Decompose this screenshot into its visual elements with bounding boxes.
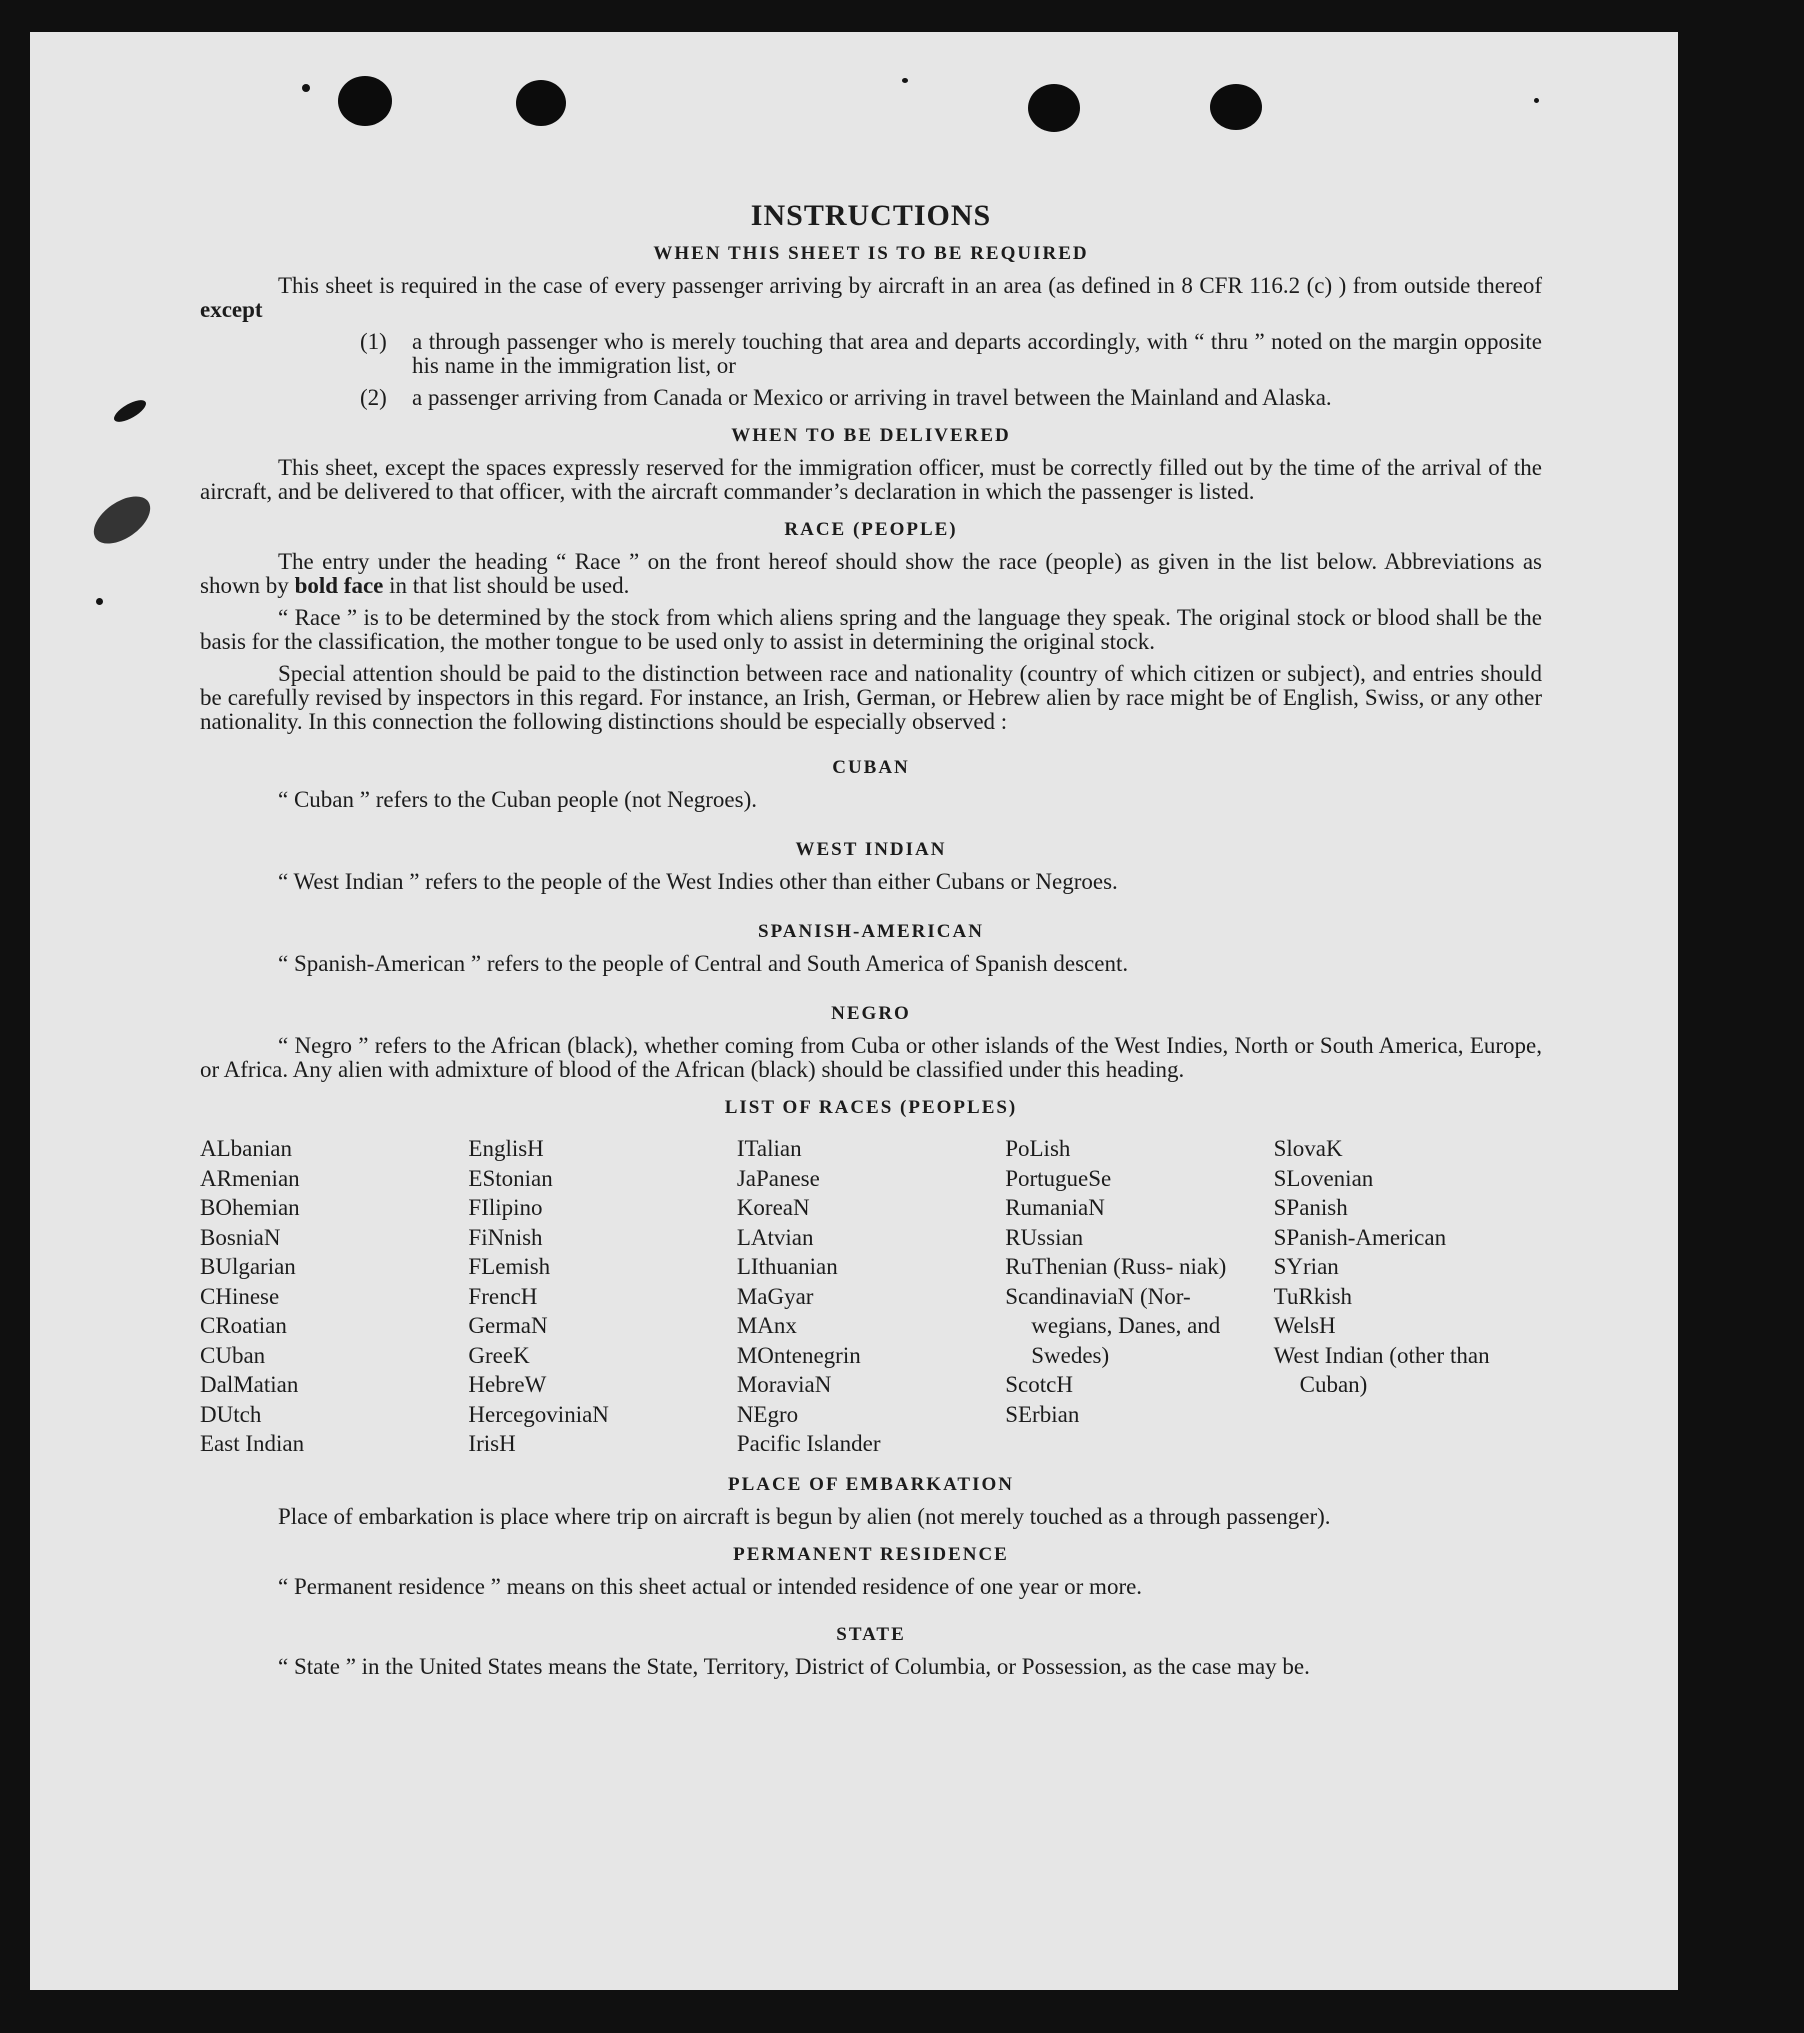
except-bold-text: except — [200, 297, 263, 322]
race-entry: SYrian — [1273, 1254, 1339, 1279]
race-entry: GreeK — [468, 1342, 530, 1368]
document-sheet — [30, 32, 1678, 1990]
race-entry: LIthuanian — [736, 1254, 838, 1279]
race-entry: JaPanese — [736, 1165, 820, 1191]
race-entry: CUban — [200, 1342, 266, 1368]
races-column-1 — [200, 1134, 468, 1459]
race-entry: CRoatian — [200, 1313, 287, 1338]
punch-hole — [1028, 84, 1080, 132]
exception-item-2 — [360, 386, 1542, 410]
race-entry: RUssian — [1005, 1224, 1084, 1250]
heading-negro: NEGRO — [831, 1003, 911, 1024]
races-column-3 — [737, 1134, 1005, 1459]
races-column-2 — [468, 1134, 736, 1459]
paragraph-cuban: “ Cuban ” refers to the Cuban people (not Negroes). — [278, 787, 758, 812]
race-entry: ScotcH — [1005, 1372, 1073, 1397]
item-number: (2) — [360, 385, 387, 410]
ink-speck — [302, 84, 310, 92]
heading-race: RACE (PEOPLE) — [784, 519, 958, 540]
race-entry: PortugueSe — [1005, 1165, 1112, 1191]
ink-speck — [96, 598, 103, 605]
heading-when-required: WHEN THIS SHEET IS TO BE REQUIRED — [653, 243, 1089, 264]
heading-state: STATE — [836, 1623, 906, 1645]
race-entry: East Indian — [200, 1431, 305, 1456]
race-entry: IrisH — [468, 1431, 516, 1456]
race-entry: ALbanian — [200, 1136, 292, 1161]
race-entry: SLovenian — [1273, 1165, 1374, 1191]
exception-item-1 — [360, 330, 1542, 378]
races-column-4 — [1005, 1134, 1273, 1459]
race-text-b: in that list should be used. — [389, 573, 630, 598]
race-entry: SlovaK — [1273, 1136, 1343, 1161]
heading-spanish-american: SPANISH-AMERICAN — [758, 921, 984, 942]
paragraph-embarkation: Place of embarkation is place where trip on aircraft is begun by alien (not merely touched as a through passenger). — [278, 1503, 1331, 1529]
heading-list-of-races: LIST OF RACES (PEOPLES) — [724, 1097, 1018, 1118]
race-entry: MoraviaN — [736, 1372, 832, 1397]
race-entry: SPanish-American — [1273, 1224, 1447, 1250]
race-entry: DalMatian — [200, 1372, 299, 1397]
instructions-content — [200, 172, 1542, 1679]
race-entry: FLemish — [468, 1254, 551, 1279]
race-text-a: The entry under the heading “ Race ” on the front hereof should show the race (people) as given in the list below. Abbreviations as shown by — [200, 549, 1542, 598]
race-entry: West Indian (other than Cuban) — [1273, 1342, 1490, 1397]
race-entry: ScandinaviaN (Nor- wegians, Danes, and Swedes) — [1005, 1283, 1221, 1368]
race-entry: MAnx — [736, 1313, 797, 1338]
race-entry: FrencH — [468, 1283, 538, 1309]
paragraph-when-delivered: This sheet, except the spaces expressly reserved for the immigration officer, must be correctly filled out by the time of the arrival of the aircraft, and be delivered to that officer, with the aircraft commander’s declaration in which the passenger is listed. — [200, 455, 1542, 504]
punch-hole — [338, 76, 392, 126]
item-number: (1) — [360, 329, 387, 354]
races-list — [200, 1134, 1542, 1459]
race-entry: Pacific Islander — [736, 1431, 881, 1456]
heading-west-indian: WEST INDIAN — [795, 839, 947, 860]
paragraph-race-1 — [200, 550, 1542, 598]
race-entry: FIlipino — [468, 1195, 543, 1220]
race-entry: MaGyar — [736, 1283, 814, 1309]
race-entry: MOntenegrin — [736, 1342, 861, 1368]
race-entry: HebreW — [468, 1372, 547, 1397]
punch-hole — [1210, 84, 1262, 130]
race-entry: SErbian — [1005, 1401, 1080, 1427]
paragraph-state: “ State ” in the United States means the State, Territory, District of Columbia, or Possession, as the case may be. — [278, 1653, 1310, 1679]
race-entry: EnglisH — [468, 1136, 544, 1161]
item-text: a through passenger who is merely touching that area and departs accordingly, with “ thru ” noted on the margin opposite his name in the immigration list, or — [412, 329, 1542, 378]
paragraph-race-3: Special attention should be paid to the distinction between race and nationality (country of which citizen or subject), and entries should be carefully revised by inspectors in this regard. For instance, an Irish, German, or Hebrew alien by race might be of English, Swiss, or any other nationality. In this connection the following distinctions should be especially observed : — [200, 661, 1542, 734]
page-title: INSTRUCTIONS — [750, 199, 992, 232]
heading-permanent-residence: PERMANENT RESIDENCE — [733, 1543, 1009, 1565]
paragraph-when-required — [200, 274, 1542, 322]
ink-speck — [902, 78, 908, 83]
race-entry: RumaniaN — [1005, 1195, 1105, 1220]
race-entry: GermaN — [468, 1313, 548, 1338]
race-entry: FiNnish — [468, 1224, 543, 1250]
ink-blot — [111, 396, 149, 426]
race-entry: BUlgarian — [200, 1254, 296, 1279]
heading-when-delivered: WHEN TO BE DELIVERED — [731, 425, 1011, 446]
race-entry: ARmenian — [200, 1165, 300, 1191]
race-entry: PoLish — [1005, 1136, 1071, 1161]
paragraph-negro: “ Negro ” refers to the African (black), whether coming from Cuba or other islands of the West Indies, North or South America, Europe, or Africa. Any alien with admixture of blood of the African (black) should be classified under this heading. — [200, 1033, 1542, 1082]
race-entry: LAtvian — [736, 1224, 814, 1250]
ink-speck — [1534, 98, 1539, 103]
paragraph-permanent-residence: “ Permanent residence ” means on this sheet actual or intended residence of one year or more. — [278, 1573, 1143, 1599]
paragraph-west-indian: “ West Indian ” refers to the people of the West Indies other than either Cubans or Negroes. — [278, 869, 1118, 894]
race-entry: CHinese — [200, 1283, 280, 1309]
race-entry: DUtch — [200, 1401, 262, 1427]
race-entry: EStonian — [468, 1165, 553, 1191]
race-entry: BosniaN — [200, 1224, 281, 1250]
races-column-5 — [1274, 1134, 1542, 1459]
paragraph-race-2: “ Race ” is to be determined by the stock from which aliens spring and the language they speak. The original stock or blood shall be the basis for the classification, the mother tongue to be used only to assist in determining the original stock. — [200, 605, 1542, 654]
punch-hole — [516, 80, 566, 126]
race-entry: NEgro — [736, 1401, 799, 1427]
race-entry: HercegoviniaN — [468, 1401, 609, 1427]
heading-embarkation: PLACE OF EMBARKATION — [728, 1473, 1014, 1495]
bold-face-text: bold face — [294, 573, 384, 598]
race-entry: KoreaN — [736, 1195, 810, 1220]
race-entry: TuRkish — [1273, 1283, 1353, 1309]
item-text: a passenger arriving from Canada or Mexico or arriving in travel between the Mainland and Alaska. — [412, 385, 1332, 410]
paragraph-spanish-american: “ Spanish-American ” refers to the people of Central and South America of Spanish descent. — [278, 951, 1129, 976]
race-entry: BOhemian — [200, 1195, 300, 1220]
heading-cuban: CUBAN — [832, 757, 910, 778]
race-entry: ITalian — [736, 1136, 802, 1161]
race-entry: SPanish — [1273, 1195, 1348, 1220]
race-entry: RuThenian (Russ- niak) — [1005, 1254, 1227, 1279]
ink-blot — [85, 487, 158, 553]
race-entry: WelsH — [1273, 1313, 1336, 1338]
when-required-text: This sheet is required in the case of every passenger arriving by aircraft in an area (as defined in 8 CFR 116.2 (c) ) from outside thereof — [278, 273, 1542, 298]
